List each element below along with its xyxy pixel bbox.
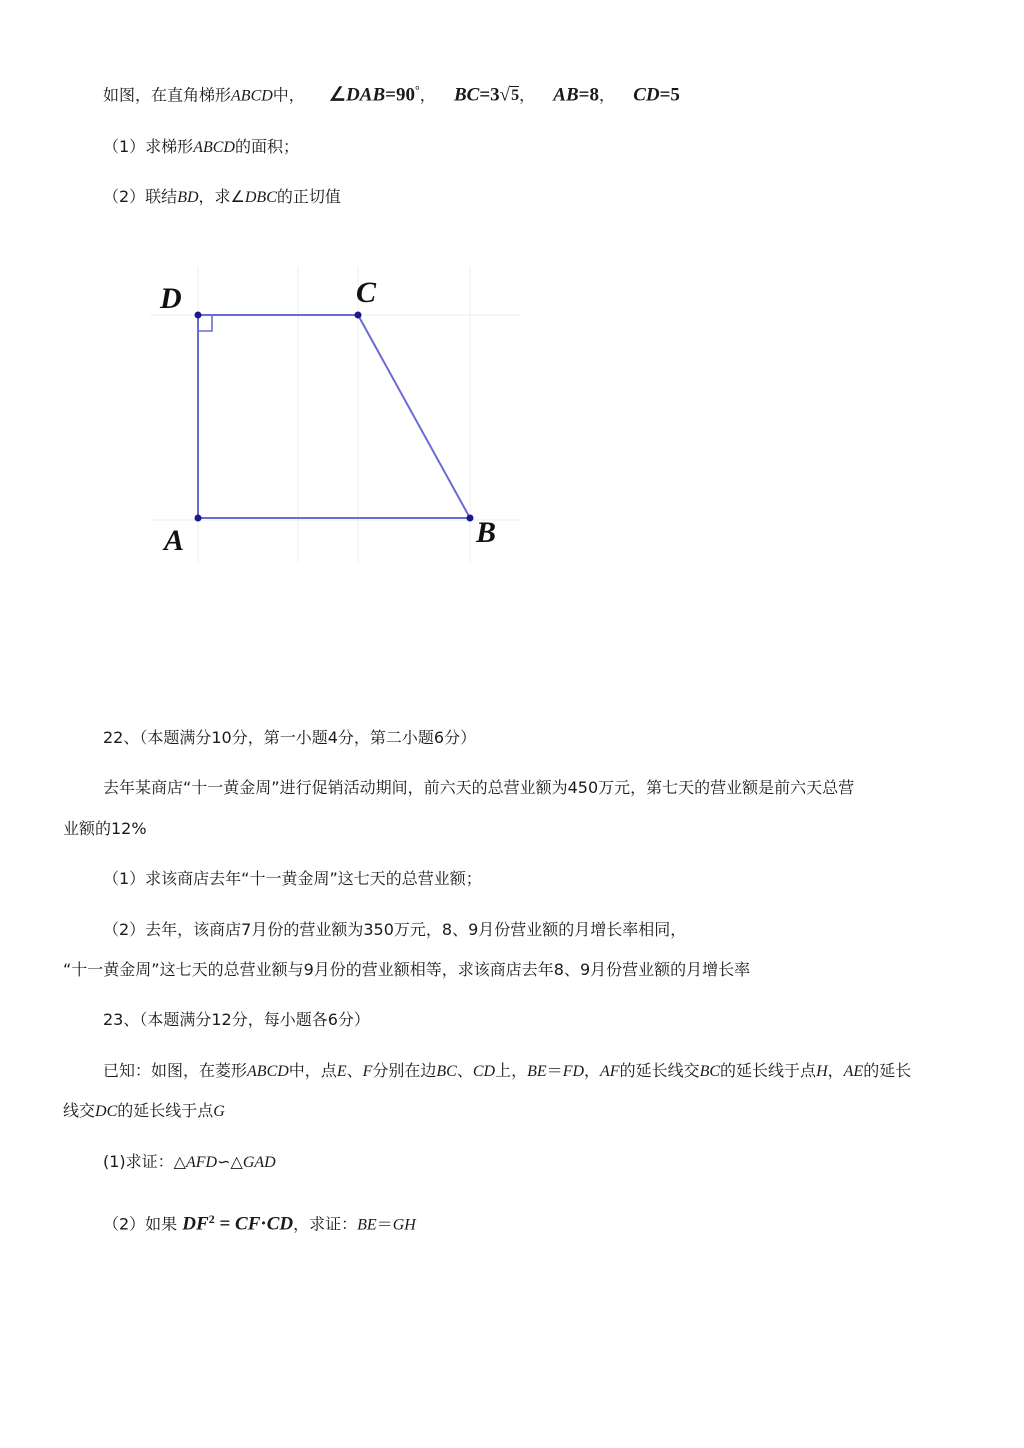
angle-symbol: ∠ (329, 84, 347, 106)
vertex-b (467, 515, 474, 522)
q22-part2-line2: “十一黄金周”这七天的总营业额与9月份的营业额相等，求该商店去年8、9月份营业额的月增长率 (63, 960, 751, 979)
q22-part2-line1: （2）去年，该商店7月份的营业额为350万元，8、9月份营业额的月增长率相同， (103, 920, 687, 939)
q22-body-line1: 去年某商店“十一黄金周”进行促销活动期间，前六天的总营业额为450万元，第七天的营业额是前六天总营 (103, 778, 855, 797)
q23-header: 23、（本题满分12分，每小题各6分） (103, 1010, 370, 1029)
q23-part2: （2）如果 $DF^2 = CF\cdot CD$，求证：BE＝GH (103, 1212, 416, 1235)
label-c: C (356, 276, 377, 309)
sqrt-sign: √ (499, 84, 511, 106)
q22-body-line2: 业额的12% (63, 819, 147, 838)
q22-part1: （1）求该商店去年“十一黄金周”这七天的总营业额； (103, 869, 482, 888)
q21-intro: 如图，在直角梯形ABCD中， ∠DAB=90°， BC=3√5， AB=8， CD=5 (103, 83, 680, 106)
vertex-a (195, 515, 202, 522)
q23-body-line1: 已知：如图，在菱形ABCD中，点E、F分别在边BC、CD上，BE＝FD，AF的延长线交BC的延长线于点H，AE的延长 (103, 1061, 912, 1080)
vertex-c (355, 312, 362, 319)
q21-part2: （2）联结BD，求∠DBC的正切值 (103, 187, 341, 206)
trapezoid-figure (140, 262, 540, 572)
edge-cb (358, 315, 470, 518)
q22-header: 22、（本题满分10分，第一小题4分，第二小题6分） (103, 728, 477, 747)
q23-body-line2: 线交DC的延长线于点G (63, 1101, 225, 1120)
vertices (195, 312, 474, 522)
label-b: B (476, 516, 497, 549)
trapezoid-edges (198, 315, 470, 518)
label-a: A (164, 524, 185, 557)
q23-part1: (1)求证：△AFD∽△GAD (103, 1152, 276, 1171)
label-d: D (160, 282, 182, 315)
vertex-d (195, 312, 202, 319)
q21-part1: （1）求梯形ABCD的面积； (103, 137, 299, 156)
